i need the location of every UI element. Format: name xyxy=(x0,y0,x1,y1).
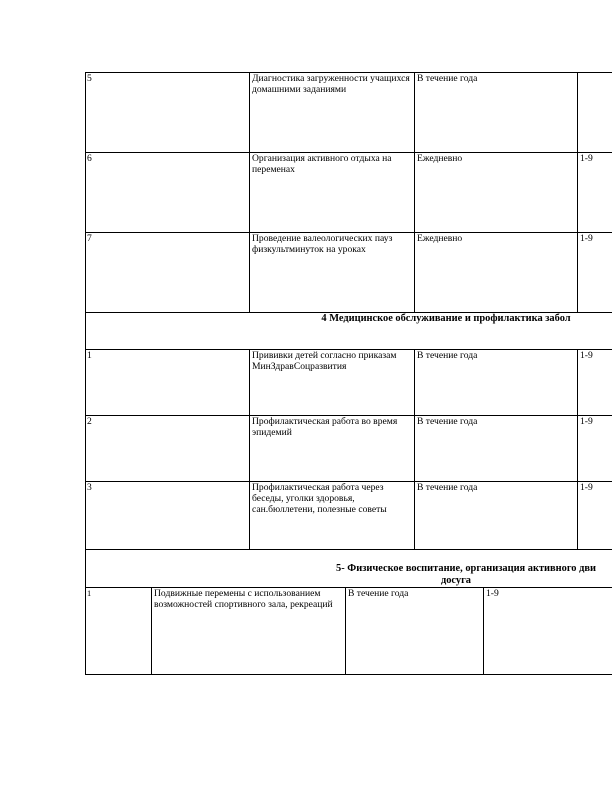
row-number: 3 xyxy=(86,482,250,549)
period-cell: Ежедневно xyxy=(415,153,578,232)
table-row xyxy=(85,349,612,415)
row-number: 6 xyxy=(86,153,250,232)
activity-cell: Профилактическая работа через беседы, уголки здоровья, сан.бюллетени, полезные советы xyxy=(250,482,415,549)
period-cell: В течение года xyxy=(415,350,578,415)
section-title: 5- Физическое воспитание, организация активного дви досуга xyxy=(336,563,596,586)
activity-cell: Прививки детей согласно приказам МинЗдравСоцразвития xyxy=(250,350,415,415)
grade-cell: 1-9 xyxy=(578,482,612,549)
table-row xyxy=(85,415,612,481)
period-cell: В течение года xyxy=(415,416,578,481)
table-row xyxy=(85,232,612,312)
row-number: 2 xyxy=(86,416,250,481)
grade-cell: 1-9 xyxy=(578,233,612,312)
period-cell: В течение года xyxy=(346,588,484,674)
grade-cell xyxy=(578,73,612,152)
period-cell: Ежедневно xyxy=(415,233,578,312)
activity-cell: Диагностика загруженности учащихся домашними заданиями xyxy=(250,73,415,152)
period-cell: В течение года xyxy=(415,482,578,549)
row-number: 1 xyxy=(86,588,152,674)
table-row xyxy=(85,481,612,549)
grade-cell: 1-9 xyxy=(484,588,612,674)
section-header-row xyxy=(85,312,612,349)
grade-cell: 1-9 xyxy=(578,153,612,232)
grade-cell: 1-9 xyxy=(578,416,612,481)
section-title: 4 Медицинское обслуживание и профилактика забол xyxy=(321,313,571,324)
grade-cell: 1-9 xyxy=(578,350,612,415)
table-row xyxy=(85,152,612,232)
activity-cell: Организация активного отдыха на переменах xyxy=(250,153,415,232)
row-number: 5 xyxy=(86,73,250,152)
plan-table xyxy=(85,72,612,675)
section-header-row xyxy=(85,549,612,587)
row-number: 1 xyxy=(86,350,250,415)
activity-cell: Профилактическая работа во время эпидемий xyxy=(250,416,415,481)
table-row xyxy=(85,587,612,675)
activity-cell: Подвижные перемены с использованием возможностей спортивного зала, рекреаций xyxy=(152,588,346,674)
activity-cell: Проведение валеологических пауз физкультминуток на уроках xyxy=(250,233,415,312)
period-cell: В течение года xyxy=(415,73,578,152)
row-number: 7 xyxy=(86,233,250,312)
table-row xyxy=(85,72,612,152)
